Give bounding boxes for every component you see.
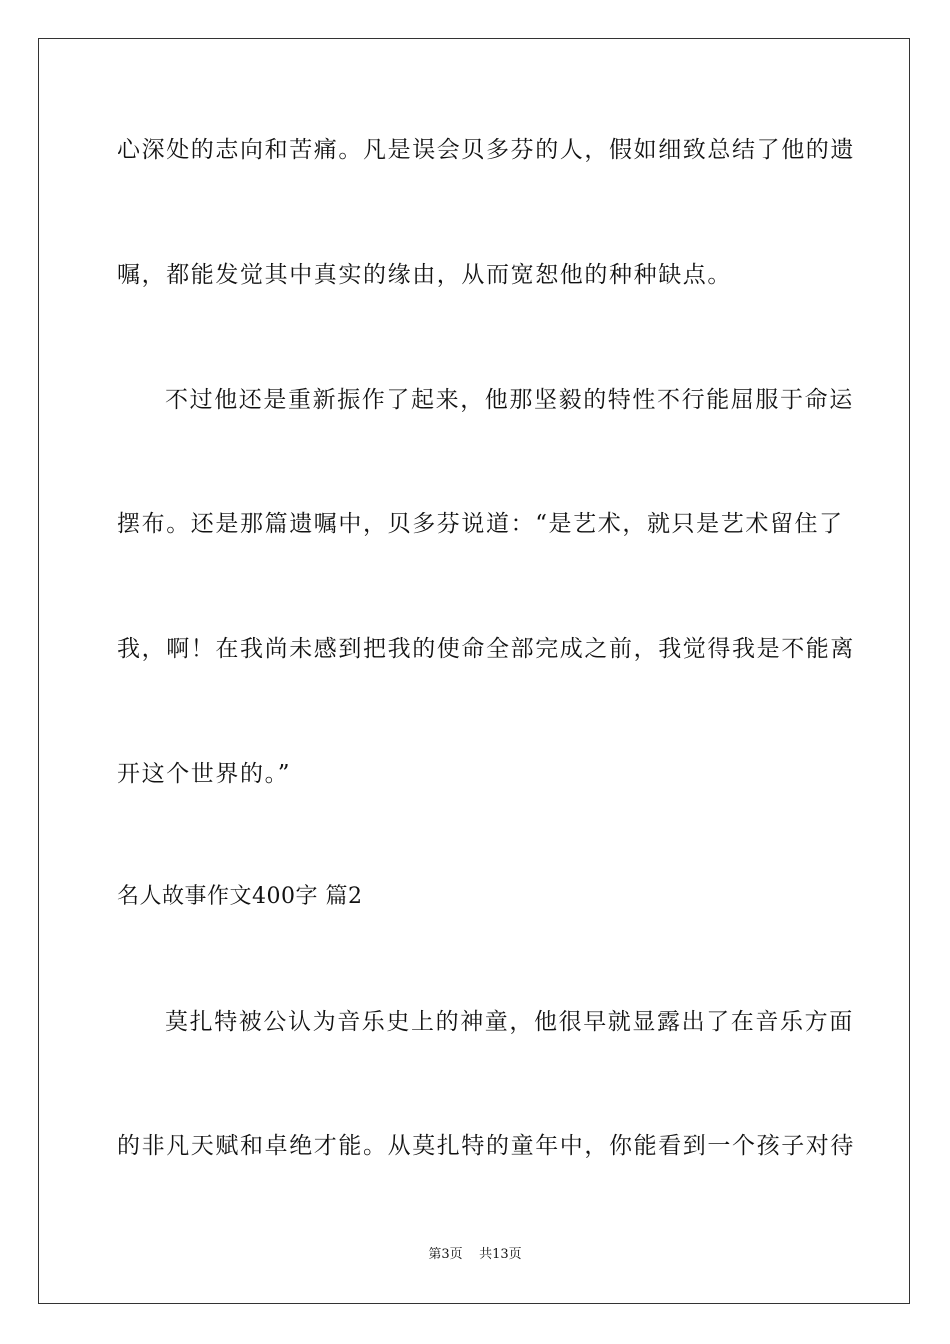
text-line: 的非凡天赋和卓绝才能。从莫扎特的童年中，你能看到一个孩子对待: [117, 1133, 855, 1159]
section-heading: 名人故事作文400字 篇2: [117, 884, 363, 909]
text-line: 嘱，都能发觉其中真实的缘由，从而宽恕他的种种缺点。: [117, 262, 732, 288]
text-line: 我，啊！在我尚未感到把我的使命全部完成之前，我觉得我是不能离: [117, 636, 855, 662]
text-line: 莫扎特被公认为音乐史上的神童，他很早就显露出了在音乐方面: [165, 1009, 854, 1035]
text-line: 开这个世界的。”: [117, 761, 292, 787]
text-line: 心深处的志向和苦痛。凡是误会贝多芬的人，假如细致总结了他的遗: [117, 137, 855, 163]
page-border: [38, 38, 910, 1304]
page-number-footer: 第3页 共13页: [428, 1247, 522, 1262]
text-line: 摆布。还是那篇遗嘱中，贝多芬说道：“是艺术，就只是艺术留住了: [117, 511, 844, 537]
text-line: 不过他还是重新振作了起来，他那坚毅的特性不行能屈服于命运: [165, 387, 854, 413]
